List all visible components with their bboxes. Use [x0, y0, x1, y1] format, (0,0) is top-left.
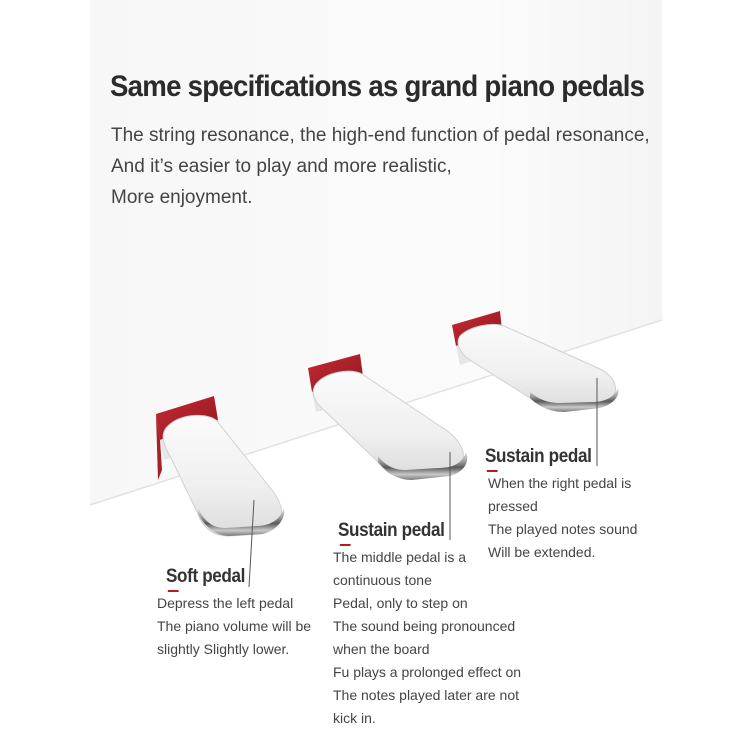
intro-line: And it’s easier to play and more realistic,	[111, 156, 452, 177]
soft-pedal-description	[157, 592, 311, 661]
right-sustain-pedal-description	[488, 472, 637, 564]
description-line: Fu plays a prolonged effect on	[333, 664, 522, 680]
description-line: The played notes sound	[488, 521, 638, 537]
intro-text	[111, 120, 650, 213]
description-line: The sound being pronounced	[333, 618, 516, 634]
middle-sustain-pedal-heading	[338, 520, 444, 542]
page-title: Same specifications as grand piano pedals	[110, 70, 645, 103]
intro-line: The string resonance, the high-end function of pedal resonance,	[111, 125, 650, 146]
description-line: The piano volume will be	[157, 618, 312, 634]
middle-sustain-pedal-heading-text: Sustain pedal	[338, 520, 445, 541]
description-line: Will be extended.	[488, 544, 596, 560]
right-sustain-pedal-heading-text: Sustain pedal	[485, 446, 592, 467]
soft-pedal-heading-text: Soft pedal	[166, 566, 246, 587]
description-line: Pedal, only to step on	[333, 595, 468, 611]
description-line: continuous tone	[333, 572, 432, 588]
description-line: When the right pedal is	[488, 475, 632, 491]
intro-line: More enjoyment.	[111, 187, 253, 208]
middle-sustain-pedal-description	[333, 546, 521, 730]
description-line: slightly Slightly lower.	[157, 641, 290, 657]
right-sustain-pedal-heading	[485, 446, 591, 468]
soft-pedal-heading	[166, 566, 245, 588]
description-line: The middle pedal is a	[333, 549, 467, 565]
description-line: when the board	[333, 641, 430, 657]
description-line: Depress the left pedal	[157, 595, 294, 611]
description-line: pressed	[488, 498, 538, 514]
description-line: The notes played later are not	[333, 687, 520, 703]
description-line: kick in.	[333, 710, 376, 726]
